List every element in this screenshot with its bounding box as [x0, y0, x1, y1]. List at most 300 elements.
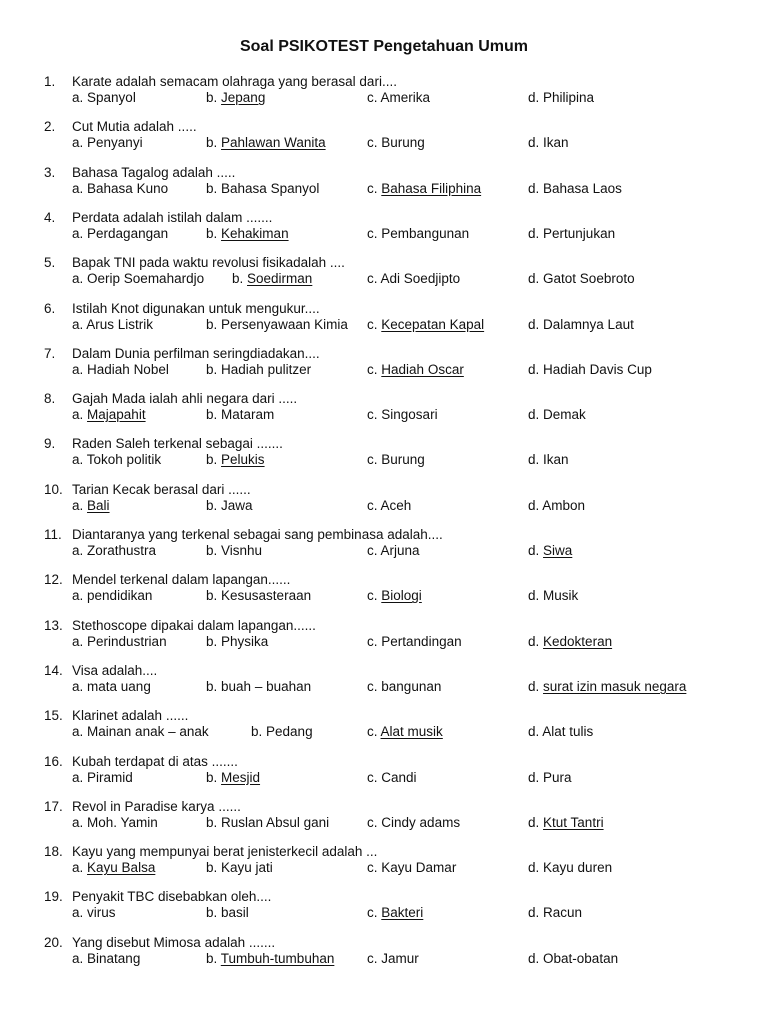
option-letter: d. [528, 135, 540, 151]
option-text: Jamur [381, 950, 419, 966]
option-text: Jawa [221, 497, 253, 513]
option-text: Candi [381, 769, 417, 785]
option-text: Kesusasteraan [221, 588, 312, 604]
option-letter: d. [528, 225, 540, 241]
option-letter: c. [367, 860, 378, 876]
option-letter: d. [528, 316, 540, 332]
option-letter: d. [528, 678, 540, 694]
question-text: Yang disebut Mimosa adalah ....... [72, 934, 276, 950]
question-number: 17. [44, 798, 63, 814]
question-number: 3. [44, 164, 56, 180]
option-text: Perindustrian [87, 633, 167, 649]
option-b [206, 362, 311, 378]
question-item [0, 74, 768, 108]
question-number: 19. [44, 889, 63, 905]
answer-option-text: Kehakiman [221, 225, 289, 241]
question-text: Dalam Dunia perfilman seringdiadakan.... [72, 345, 320, 361]
question-text: Mendel terkenal dalam lapangan...... [72, 572, 291, 588]
option-letter: c. [367, 633, 378, 649]
option-d [528, 317, 634, 333]
option-text: Adi Soedjipto [380, 271, 461, 287]
option-letter: b. [232, 271, 244, 287]
option-text: Burung [381, 452, 425, 468]
option-letter: b. [206, 678, 218, 694]
question-text: Revol in Paradise karya ...... [72, 798, 241, 814]
option-c [367, 135, 425, 151]
option-letter: d. [528, 90, 540, 105]
option-text: Arus Listrik [86, 316, 154, 332]
option-letter: b. [206, 633, 218, 649]
question-number: 16. [44, 753, 63, 769]
answer-option-text: Pahlawan Wanita [221, 135, 326, 151]
option-letter: b. [206, 543, 218, 558]
option-text: Ruslan Absul gani [221, 814, 330, 830]
option-text: virus [87, 905, 116, 921]
option-c [367, 90, 430, 106]
option-text: Pembangunan [381, 225, 470, 241]
option-letter: a. [72, 316, 84, 332]
option-a [72, 226, 168, 242]
question-number: 14. [44, 662, 63, 678]
option-text: Cindy adams [381, 814, 461, 830]
option-letter: c. [367, 90, 378, 105]
question-text: Bapak TNI pada waktu revolusi fisikadalah .... [72, 255, 345, 271]
option-letter: a. [72, 950, 84, 966]
option-d [528, 362, 652, 378]
option-text: Musik [543, 588, 579, 604]
option-c [367, 407, 438, 423]
option-a [72, 498, 110, 514]
option-d [528, 588, 578, 604]
option-letter: b. [206, 769, 218, 785]
option-text: Spanyol [87, 90, 136, 105]
option-letter: d. [528, 271, 540, 287]
option-text: Obat-obatan [543, 950, 619, 966]
option-letter: b. [206, 950, 218, 966]
question-text: Karate adalah semacam olahraga yang berasal dari.... [72, 74, 397, 89]
option-text: Kayu jati [221, 860, 273, 876]
option-a [72, 90, 136, 106]
answer-option-text: Bakteri [381, 905, 424, 921]
question-number: 4. [44, 209, 56, 225]
option-a [72, 362, 169, 378]
question-item [0, 708, 768, 742]
option-a [72, 543, 156, 559]
question-item [0, 844, 768, 878]
option-text: Hadiah Nobel [87, 361, 169, 377]
option-letter: c. [367, 180, 378, 196]
option-letter: a. [72, 588, 84, 604]
option-d [528, 543, 572, 559]
option-a [72, 181, 168, 197]
option-text: buah – buahan [221, 678, 312, 694]
question-item [0, 889, 768, 923]
option-d [528, 724, 593, 740]
answer-option-text: Tumbuh-tumbuhan [220, 950, 335, 966]
option-text: Pertunjukan [543, 225, 616, 241]
question-number: 7. [44, 345, 56, 361]
option-d [528, 407, 586, 423]
option-c [367, 362, 464, 378]
question-text: Bahasa Tagalog adalah ..... [72, 164, 236, 180]
option-a [72, 815, 158, 831]
option-text: mata uang [87, 678, 151, 694]
option-letter: d. [528, 180, 540, 196]
option-letter: b. [206, 90, 218, 105]
option-letter: d. [528, 814, 540, 830]
answer-option-text: Bahasa Filiphina [381, 180, 482, 196]
option-text: Tokoh politik [86, 452, 162, 468]
question-text: Visa adalah.... [72, 662, 158, 678]
option-text: Kayu duren [543, 860, 613, 876]
question-number: 15. [44, 708, 63, 724]
option-letter: d. [528, 452, 540, 468]
option-b [206, 135, 326, 151]
option-b [206, 905, 249, 921]
option-letter: c. [367, 678, 378, 694]
option-text: Singosari [381, 407, 438, 423]
option-d [528, 634, 612, 650]
question-item [0, 572, 768, 606]
option-text: Zorathustra [87, 543, 157, 558]
option-letter: c. [367, 543, 378, 558]
answer-option-text: surat izin masuk negara [543, 678, 687, 694]
option-a [72, 588, 152, 604]
option-text: Perdagangan [87, 225, 169, 241]
question-number: 2. [44, 119, 56, 135]
option-c [367, 679, 441, 695]
option-b [206, 498, 253, 514]
option-letter: b. [206, 361, 218, 377]
option-b [206, 860, 273, 876]
question-text: Cut Mutia adalah ..... [72, 119, 197, 135]
option-c [367, 452, 425, 468]
option-text: Oerip Soemahardjo [87, 271, 205, 287]
option-b [206, 951, 334, 967]
question-item [0, 482, 768, 516]
option-a [72, 724, 209, 740]
option-text: Piramid [87, 769, 133, 785]
option-c [367, 634, 462, 650]
option-d [528, 860, 612, 876]
option-letter: b. [206, 860, 218, 876]
option-letter: c. [367, 361, 378, 377]
option-a [72, 905, 116, 921]
option-d [528, 498, 585, 514]
option-letter: a. [72, 814, 84, 830]
option-letter: a. [72, 633, 84, 649]
option-c [367, 543, 420, 559]
question-item [0, 119, 768, 153]
option-d [528, 679, 686, 695]
option-b [206, 452, 265, 468]
option-letter: a. [72, 543, 84, 558]
option-text: Racun [543, 905, 583, 921]
option-a [72, 770, 133, 786]
option-c [367, 498, 411, 514]
option-letter: b. [206, 316, 218, 332]
question-item [0, 255, 768, 289]
option-c [367, 770, 417, 786]
option-letter: d. [528, 724, 540, 740]
option-text: Moh. Yamin [87, 814, 158, 830]
option-letter: d. [528, 497, 540, 513]
option-letter: c. [367, 225, 378, 241]
option-text: Hadiah pulitzer [221, 361, 312, 377]
option-letter: a. [72, 407, 84, 423]
option-letter: b. [206, 180, 218, 196]
option-c [367, 226, 469, 242]
option-text: Demak [543, 407, 586, 423]
option-a [72, 317, 153, 333]
option-letter: b. [206, 225, 218, 241]
option-letter: d. [528, 860, 540, 876]
answer-option-text: Soedirman [247, 271, 313, 287]
option-a [72, 135, 143, 151]
option-letter: c. [367, 407, 378, 423]
answer-option-text: Jepang [221, 90, 266, 105]
option-a [72, 271, 204, 287]
option-letter: a. [72, 271, 84, 287]
option-d [528, 815, 604, 831]
option-b [206, 90, 265, 106]
option-letter: c. [367, 316, 378, 332]
question-text: Gajah Mada ialah ahli negara dari ..... [72, 391, 298, 407]
option-b [206, 679, 311, 695]
option-d [528, 271, 635, 287]
option-letter: c. [367, 497, 378, 513]
question-text: Perdata adalah istilah dalam ....... [72, 209, 273, 225]
question-number: 6. [44, 300, 56, 316]
question-text: Kubah terdapat di atas ....... [72, 753, 238, 769]
option-letter: c. [367, 769, 378, 785]
option-letter: a. [72, 860, 84, 876]
option-letter: c. [367, 724, 378, 740]
question-item [0, 165, 768, 199]
option-text: Persenyawaan Kimia [221, 316, 348, 332]
option-b [206, 543, 262, 559]
option-b [206, 317, 348, 333]
question-item [0, 799, 768, 833]
option-text: Alat tulis [542, 724, 594, 740]
answer-option-text: Pelukis [221, 452, 265, 468]
question-text: Stethoscope dipakai dalam lapangan...... [72, 617, 316, 633]
option-text: Visnhu [221, 543, 263, 558]
answer-option-text: Kedokteran [543, 633, 613, 649]
option-text: Dalamnya Laut [543, 316, 634, 332]
option-a [72, 634, 167, 650]
option-letter: a. [72, 905, 84, 921]
question-text: Diantaranya yang terkenal sebagai sang pembinasa adalah.... [72, 527, 443, 542]
question-text: Klarinet adalah ...... [72, 708, 189, 724]
option-letter: c. [367, 135, 378, 151]
option-text: Pura [543, 769, 572, 785]
option-b [206, 815, 329, 831]
option-text: Kayu Damar [381, 860, 457, 876]
option-a [72, 407, 146, 423]
option-c [367, 860, 456, 876]
option-c [367, 588, 422, 604]
option-text: Ikan [543, 135, 569, 151]
option-letter: b. [206, 588, 218, 604]
option-text: Hadiah Davis Cup [543, 361, 652, 377]
option-letter: c. [367, 950, 378, 966]
option-letter: a. [72, 724, 84, 740]
option-letter: a. [72, 769, 84, 785]
answer-option-text: Majapahit [87, 407, 146, 423]
question-item [0, 391, 768, 425]
option-b [206, 588, 311, 604]
option-letter: a. [72, 180, 84, 196]
option-letter: b. [206, 497, 218, 513]
question-text: Tarian Kecak berasal dari ...... [72, 481, 251, 497]
option-text: Ambon [542, 497, 586, 513]
option-b [206, 407, 274, 423]
option-text: Amerika [380, 90, 431, 105]
option-letter: c. [367, 588, 378, 604]
question-item [0, 754, 768, 788]
option-text: Pedang [266, 724, 313, 740]
option-text: pendidikan [87, 588, 153, 604]
option-text: Gatot Soebroto [543, 271, 635, 287]
option-a [72, 860, 155, 876]
option-text: Mataram [221, 407, 275, 423]
question-number: 12. [44, 572, 63, 588]
option-text: Mainan anak – anak [87, 724, 209, 740]
option-letter: d. [528, 633, 540, 649]
question-item [0, 301, 768, 335]
question-item [0, 210, 768, 244]
question-text: Kayu yang mempunyai berat jenisterkecil adalah ... [72, 844, 378, 860]
option-letter: c. [367, 452, 378, 468]
option-letter: b. [206, 452, 218, 468]
question-text: Raden Saleh terkenal sebagai ....... [72, 436, 283, 452]
option-b [232, 271, 312, 287]
answer-option-text: Siwa [543, 543, 573, 558]
option-letter: d. [528, 905, 540, 921]
option-d [528, 135, 569, 151]
option-d [528, 226, 615, 242]
option-text: Bahasa Kuno [87, 180, 169, 196]
question-item [0, 346, 768, 380]
option-text: Arjuna [380, 543, 420, 558]
option-c [367, 271, 460, 287]
answer-option-text: Kecepatan Kapal [381, 316, 485, 332]
option-b [206, 634, 268, 650]
option-letter: a. [72, 452, 84, 468]
answer-option-text: Mesjid [221, 769, 261, 785]
option-c [367, 951, 419, 967]
question-number: 18. [44, 844, 63, 860]
option-c [367, 317, 484, 333]
option-letter: d. [528, 543, 540, 558]
option-c [367, 181, 481, 197]
question-number: 11. [44, 527, 62, 542]
question-number: 10. [44, 481, 63, 497]
option-letter: b. [251, 724, 263, 740]
question-number: 1. [44, 74, 56, 89]
option-text: bangunan [381, 678, 442, 694]
answer-option-text: Biologi [381, 588, 422, 604]
question-number: 20. [44, 934, 63, 950]
option-d [528, 905, 582, 921]
option-d [528, 90, 594, 106]
option-letter: c. [367, 271, 378, 287]
option-text: Pertandingan [381, 633, 462, 649]
option-text: Philipina [543, 90, 595, 105]
option-letter: a. [72, 135, 84, 151]
option-letter: a. [72, 225, 84, 241]
question-number: 13. [44, 617, 63, 633]
option-text: Burung [381, 135, 425, 151]
option-letter: d. [528, 407, 540, 423]
question-text: Istilah Knot digunakan untuk mengukur.... [72, 300, 320, 316]
question-item [0, 663, 768, 697]
option-letter: b. [206, 407, 218, 423]
option-b [206, 770, 260, 786]
option-letter: d. [528, 361, 540, 377]
question-number: 8. [44, 391, 56, 407]
option-c [367, 815, 460, 831]
option-a [72, 679, 151, 695]
option-letter: a. [72, 90, 84, 105]
option-text: Bahasa Spanyol [221, 180, 320, 196]
question-number: 5. [44, 255, 56, 271]
answer-option-text: Alat musik [380, 724, 443, 740]
option-text: basil [221, 905, 249, 921]
option-letter: b. [206, 905, 218, 921]
option-text: Penyanyi [87, 135, 143, 151]
option-b [206, 226, 289, 242]
option-letter: d. [528, 950, 540, 966]
answer-option-text: Ktut Tantri [543, 814, 604, 830]
option-letter: a. [72, 497, 84, 513]
option-d [528, 452, 569, 468]
option-a [72, 452, 161, 468]
option-b [251, 724, 313, 740]
question-item [0, 436, 768, 470]
option-letter: b. [206, 135, 218, 151]
answer-option-text: Hadiah Oscar [381, 361, 464, 377]
option-a [72, 951, 140, 967]
question-number: 9. [44, 436, 56, 452]
question-item [0, 618, 768, 652]
option-d [528, 770, 572, 786]
option-letter: a. [72, 678, 84, 694]
question-item [0, 527, 768, 561]
answer-option-text: Kayu Balsa [87, 860, 156, 876]
option-letter: c. [367, 814, 378, 830]
option-text: Ikan [543, 452, 569, 468]
option-c [367, 905, 423, 921]
option-text: Bahasa Laos [543, 180, 622, 196]
option-text: Binatang [87, 950, 141, 966]
question-text: Penyakit TBC disebabkan oleh.... [72, 889, 272, 905]
option-b [206, 181, 319, 197]
option-text: Physika [221, 633, 269, 649]
option-c [367, 724, 443, 740]
option-letter: d. [528, 769, 540, 785]
option-d [528, 181, 622, 197]
answer-option-text: Bali [87, 497, 110, 513]
question-item [0, 935, 768, 969]
option-letter: d. [528, 588, 540, 604]
option-letter: c. [367, 905, 378, 921]
option-letter: a. [72, 361, 84, 377]
option-d [528, 951, 618, 967]
option-text: Aceh [380, 497, 412, 513]
document-title: Soal PSIKOTEST Pengetahuan Umum [239, 38, 529, 55]
